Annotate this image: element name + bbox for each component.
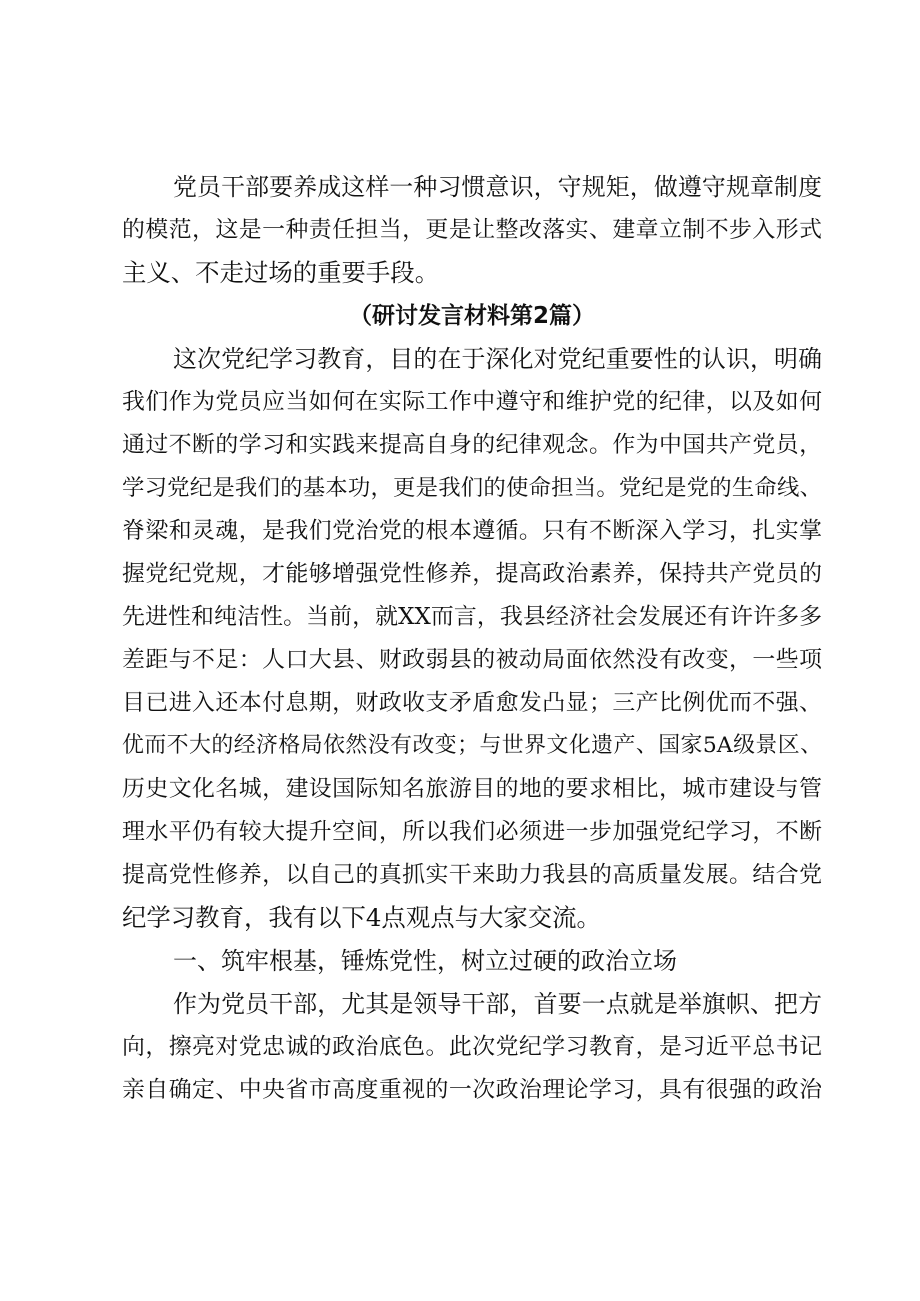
- para2-line-14: 纪学习教育，我有以下4点观点与大家交流。: [122, 903, 601, 932]
- para1-line-3: 主义、不走过场的重要手段。: [122, 258, 440, 287]
- para2-line-6: 握党纪党规，才能够增强党性修养，提高政治素养，保持共产党员的: [122, 561, 822, 587]
- para1-line-2: 的模范，这是一种责任担当，更是让整改落实、建章立制不步入形式: [122, 217, 822, 243]
- para2-line-1: 这次党纪学习教育，目的在于深化对党纪重要性的认识，明确: [173, 345, 822, 373]
- para2-line-2: 我们作为党员应当如何在实际工作中遵守和维护党的纪律，以及如何: [122, 389, 822, 415]
- para2-line-13: 提高党性修养，以自己的真抓实干来助力我县的高质量发展。结合党: [122, 862, 822, 888]
- para2-line-8: 差距与不足：人口大县、财政弱县的被动局面依然没有改变，一些项: [122, 647, 822, 673]
- para2-line-9: 目已进入还本付息期，财政收支矛盾愈发凸显；三产比例优而不强、: [122, 690, 822, 716]
- para3-line-3: 亲自确定、中央省市高度重视的一次政治理论学习，具有很强的政治: [122, 1077, 822, 1103]
- para2-line-11: 历史文化名城，建设国际知名旅游目的地的要求相比，城市建设与管: [122, 776, 822, 802]
- section-heading: （研讨发言材料第2篇）: [348, 303, 595, 329]
- para3-line-2: 向，擦亮对党忠诚的政治底色。此次党纪学习教育，是习近平总书记: [122, 1034, 822, 1060]
- section-1-title: 一、筑牢根基，锤炼党性，树立过硬的政治立场: [173, 947, 677, 975]
- para2-line-10: 优而不大的经济格局依然没有改变；与世界文化遗产、国家5A级景区、: [122, 733, 822, 758]
- para2-line-12: 理水平仍有较大提升空间，所以我们必须进一步加强党纪学习，不断: [122, 819, 822, 845]
- para2-line-7: 先进性和纯洁性。当前，就XX而言，我县经济社会发展还有许许多多: [122, 604, 822, 630]
- para2-line-5: 脊梁和灵魂，是我们党治党的根本遵循。只有不断深入学习，扎实掌: [122, 518, 822, 544]
- para2-line-3: 通过不断的学习和实践来提高自身的纪律观念。作为中国共产党员，: [122, 432, 822, 458]
- para3-line-1: 作为党员干部，尤其是领导干部，首要一点就是举旗帜、把方: [173, 990, 822, 1018]
- para2-line-4: 学习党纪是我们的基本功，更是我们的使命担当。党纪是党的生命线、: [122, 475, 822, 501]
- para1-line-1: 党员干部要养成这样一种习惯意识，守规矩，做遵守规章制度: [173, 173, 822, 201]
